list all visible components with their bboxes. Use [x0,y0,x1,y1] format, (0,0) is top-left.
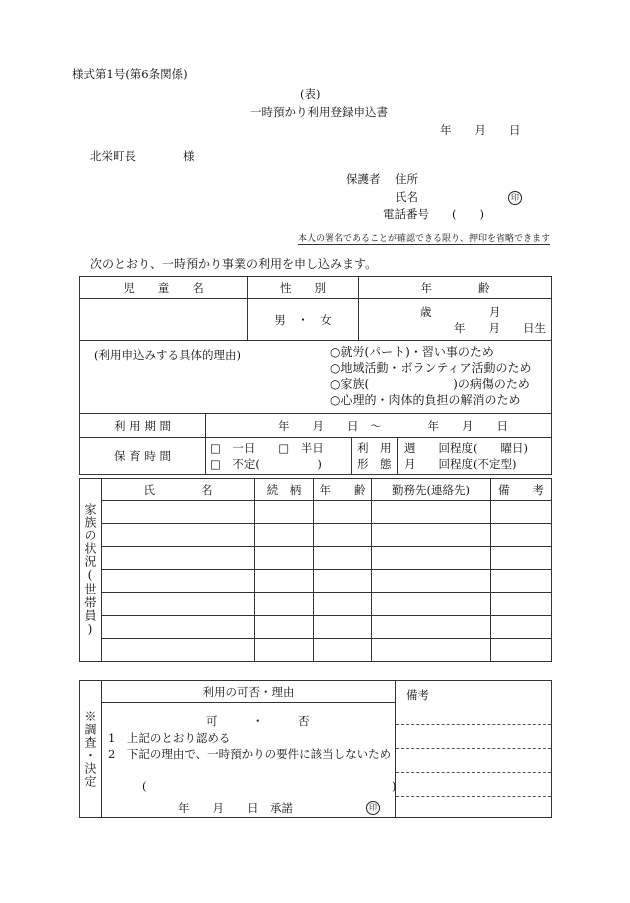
intro-text: 次のとおり、一時預かり事業の利用を申し込みます。 [90,257,378,271]
decision-item-1: 1 上記のとおり認める [108,731,231,745]
usage-weekly[interactable]: 週 回程度( 曜日) [404,441,528,455]
family-header-name: 氏 名 [102,479,255,501]
table-row [80,501,552,524]
family-table [79,478,552,662]
gender-choice[interactable]: 男 ・ 女 [248,299,359,341]
child-name-field[interactable] [80,299,248,341]
reason-label: (利用申込みする具体的理由) [94,348,241,362]
table-row [80,639,552,662]
usage-form-label-1: 利 用 [357,441,392,455]
decision-table [79,680,552,818]
approval-date[interactable]: 年 月 日 承諾 [178,801,293,815]
phone-field[interactable]: ( ) [452,207,484,221]
header-age: 年 齢 [359,277,552,299]
reason-option-volunteer[interactable]: ○地域活動・ボランティア活動のため [330,361,532,375]
name-label: 氏名 [395,190,418,204]
reason-option-burden[interactable]: ○心理的・肉体的負担の解消のため [330,393,521,407]
reason-options [330,344,532,408]
care-time-options [210,440,324,472]
care-time-cell [206,438,552,475]
family-side-label [80,479,102,662]
reason-option-work[interactable]: ○就労(パート)・習い事のため [330,345,494,359]
reason-paren-close: ) [392,779,397,793]
age-years-months: 歳 月 [420,304,501,319]
reason-paren-open: ( [142,779,147,793]
usage-form-label [357,440,392,472]
guardian-label: 保護者 [346,172,381,186]
usage-monthly[interactable]: 月 回程度(不定型) [404,457,517,471]
table-row [80,616,552,639]
form-side-label: (表) [300,87,321,101]
header-child-name: 児 童 名 [80,277,248,299]
decision-body [102,703,396,818]
application-date[interactable]: 年 月 日 [440,123,521,137]
age-field[interactable] [359,299,552,341]
table-row [80,570,552,593]
reason-option-family-illness[interactable]: ○家族( )の病傷のため [330,377,530,391]
period-field[interactable]: 年 月 日 〜 年 月 日 [206,414,552,438]
addressee-honorific: 様 [183,149,195,163]
decision-header: 利用の可否・理由 [102,681,396,703]
reason-cell [80,341,552,414]
application-table [79,276,552,475]
seal-icon: 印 [366,801,380,815]
care-time-irregular[interactable]: □ 不定( ) [210,457,322,471]
table-row [80,593,552,616]
family-side-text: 家族の状況(世帯員) [83,503,97,637]
table-row [80,547,552,570]
page-title: 一時預かり利用登録申込書 [250,105,388,119]
address-label: 住所 [395,172,418,186]
approval-seal [366,799,380,815]
usage-form-values [404,440,528,472]
approval-choice[interactable]: 可 ・ 否 [206,714,310,728]
addressee: 北栄町長 [90,149,136,163]
usage-form-label-2: 形 態 [357,457,392,471]
form-number: 様式第1号(第6条関係) [72,67,188,81]
care-time-label: 保 育 時 間 [80,438,206,475]
care-time-day-half[interactable]: □ 一日 □ 半日 [210,441,324,455]
decision-item-2: 2 下記の理由で、一時預かりの要件に該当しないため [108,747,392,761]
family-header-notes: 備 考 [491,479,552,501]
seal-icon: 印 [508,191,522,205]
decision-side-label [80,681,102,818]
family-header-relation: 続 柄 [255,479,314,501]
header-gender: 性 別 [248,277,359,299]
period-label: 利 用 期 間 [80,414,206,438]
signature-note: 本人の署名であることが確認できる限り、押印を省略できます [298,231,550,245]
family-header-age: 年 齢 [314,479,372,501]
decision-notes-cell [396,681,552,818]
table-row [80,524,552,547]
family-header-workplace: 勤務先(連絡先) [372,479,491,501]
decision-side-text: ※調査・決定 [83,710,97,788]
seal-mark [508,189,522,205]
decision-notes-label: 備考 [406,688,429,702]
phone-label: 電話番号 [383,207,429,221]
birth-date: 年 月 日生 [454,320,546,335]
